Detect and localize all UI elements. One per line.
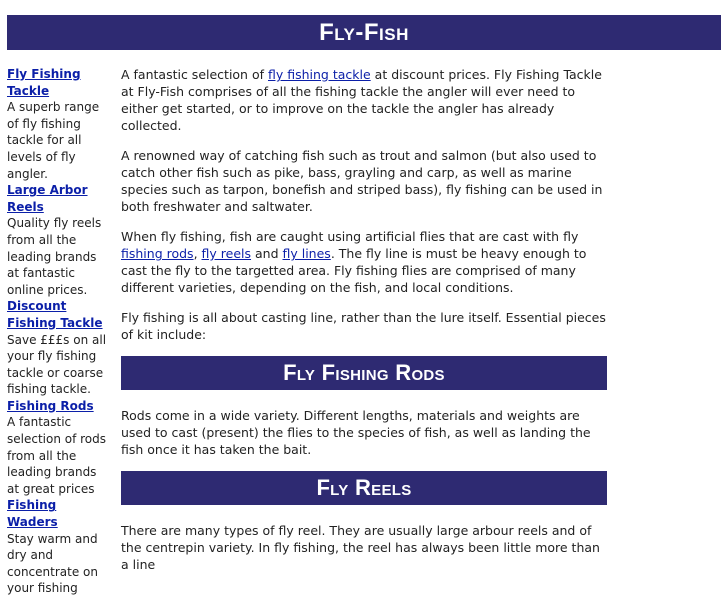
rods-paragraph: Rods come in a wide variety. Different lengths, materials and weights are used to cast (present) the flies to the species of fish, as well as landing the fish once it has taken the bait. — [121, 408, 591, 457]
flies-text-4: . The fly line is must be heavy enough to cast the fly to the targetted area. Fly fishing flies are comprised of many different varieties, depending on the fish, and local conditions. — [121, 246, 587, 295]
sidebar-link-fly-fishing-tackle[interactable]: Fly Fishing Tackle — [7, 67, 81, 98]
sidebar-link-fishing-waders[interactable]: Fishing Waders — [7, 498, 58, 530]
sidebar-link-discount-fishing-tackle[interactable]: Discount Fishing Tackle — [7, 299, 103, 330]
renowned-paragraph: A renowned way of catching fish such as trout and salmon (but also used to catch other fish such as pike, bass, grayling and carp, as well as marine species such as tarpon, bonefish and striped bass), fly fishing can be used in both freshwater and saltwater. — [121, 148, 603, 214]
sidebar-desc-fishing-waders: Stay warm and dry and concentrate on your fishing — [7, 531, 98, 596]
site-title: Fly-Fish — [319, 19, 409, 46]
section-heading-fly-reels: Fly Reels — [121, 471, 607, 505]
reels-paragraph: There are many types of fly reel. They are usually large arbour reels and of the centrepin variety. In fly fishing, the reel has always been little more than a line — [121, 523, 600, 572]
flies-paragraph — [121, 228, 607, 296]
main-content — [121, 66, 607, 586]
sidebar-nav — [7, 66, 107, 597]
flies-text-3: and — [251, 246, 283, 261]
sidebar-link-large-arbor-reels[interactable]: Large Arbor Reels — [7, 183, 88, 214]
sidebar-desc-large-arbor-reels: Quality fly reels from all the leading brands at fantastic online prices. — [7, 216, 102, 297]
sidebar-link-fishing-rods[interactable]: Fishing Rods — [7, 398, 94, 413]
section-heading-fly-fishing-rods: Fly Fishing Rods — [121, 356, 607, 390]
sidebar-desc-discount-fishing-tackle: Save £££s on all your fly fishing tackle or coarse fishing tackle. — [7, 332, 107, 397]
link-fly-fishing-tackle[interactable]: fly fishing tackle — [267, 67, 371, 82]
intro-text-start: A fantastic selection of — [121, 67, 268, 82]
sidebar-desc-fly-fishing-tackle: A superb range of fly fishing tackle for all levels of fly angler. — [7, 100, 100, 181]
flies-text-1: When fly fishing, fish are caught using artificial flies that are cast with fly — [121, 229, 579, 244]
link-fly-lines[interactable]: fly lines — [282, 246, 331, 261]
sidebar-desc-fishing-rods: A fantastic selection of rods from all the leading brands at great prices — [7, 415, 107, 496]
link-fly-reels[interactable]: fly reels — [201, 246, 252, 261]
intro-text-end: at discount prices. Fly Fishing Tackle at Fly-Fish comprises of all the fishing tackle the angler will ever need to either get started, or to improve on the tackle the angler has already collected. — [121, 67, 602, 133]
casting-paragraph: Fly fishing is all about casting line, rather than the lure itself. Essential pieces of kit include: — [121, 310, 606, 342]
flies-text-2: , — [193, 246, 202, 261]
intro-paragraph — [121, 66, 607, 134]
link-fishing-rods[interactable]: fishing rods — [121, 246, 194, 261]
site-header — [7, 15, 727, 50]
